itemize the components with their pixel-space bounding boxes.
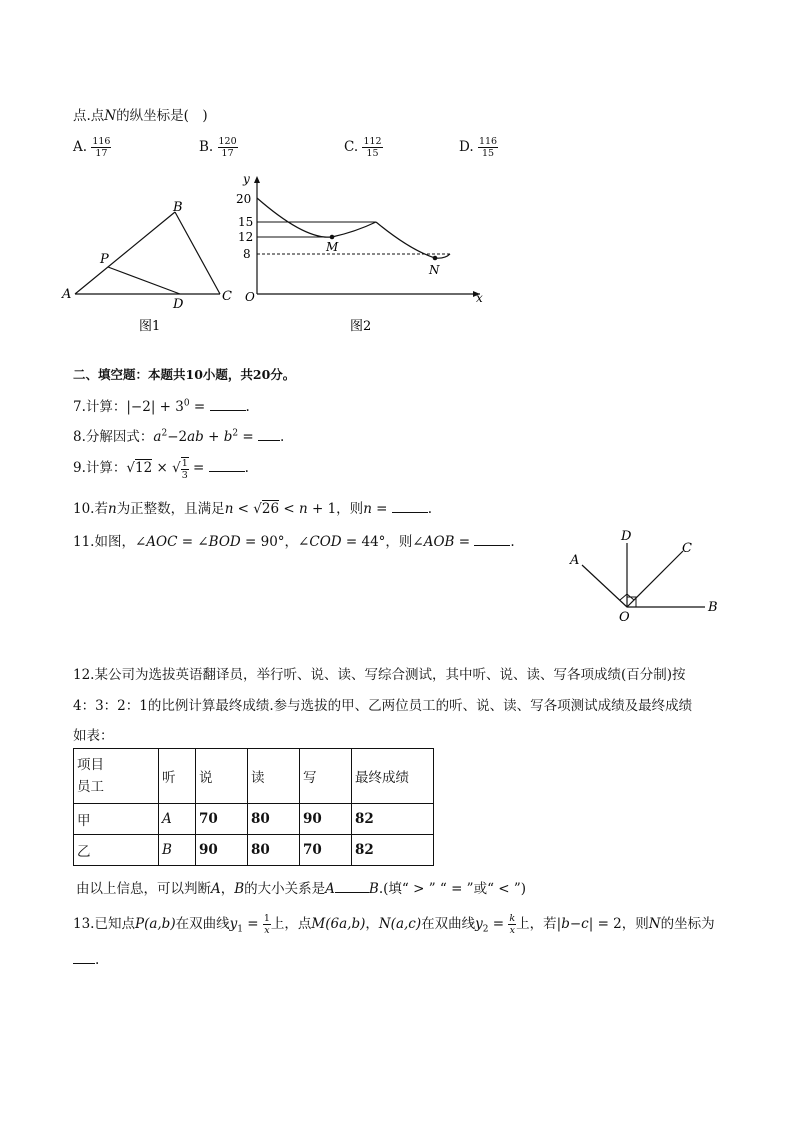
q13-sub: 2 — [482, 924, 489, 935]
table-cell: 80 — [248, 804, 300, 835]
q13-fraction — [263, 913, 271, 936]
q13-point: N(a,c) — [378, 916, 422, 932]
curve-segment-1 — [257, 198, 376, 237]
q13-point: M(6a,b) — [311, 916, 366, 932]
fraction-denominator: 15 — [366, 148, 379, 159]
table-cell-name: 甲 — [74, 804, 159, 835]
q10-var-n: n — [107, 501, 117, 517]
table-header: 写 — [300, 749, 352, 804]
figure-2-caption: 图2 — [350, 319, 372, 334]
q9-fraction — [181, 457, 189, 481]
q13-abs: |b−c| — [556, 916, 594, 932]
q12-line-2: 4：3：2：1的比例计算最终成绩.参与选拔的甲、乙两位员工的听、说、读、写各项测试成绩及最终成绩 — [73, 698, 693, 714]
option-c — [344, 136, 383, 159]
header-staff: 员工 — [77, 779, 104, 795]
q9-radicand: 12 — [135, 460, 153, 476]
q13-text: ， — [365, 916, 379, 932]
q11-text: = 90°，∠ — [240, 534, 310, 550]
segment-bc — [175, 212, 220, 294]
segment-ab — [75, 212, 175, 294]
q12-line-1: 12.某公司为选拔英语翻译员，举行听、说、读、写综合测试，其中听、说、读、写各项成绩(百分制)按 — [73, 667, 686, 683]
q13-text: 上，若 — [516, 916, 557, 932]
q11-angle: AOC — [146, 534, 178, 550]
label-p: P — [100, 252, 109, 267]
q11-angle: AOB — [423, 534, 455, 550]
table-cell: 70 — [196, 804, 248, 835]
question-7 — [73, 395, 250, 415]
q8-eq: = — [238, 429, 258, 445]
q8-sup: 2 — [161, 428, 168, 439]
q13-eq: = — [488, 916, 509, 932]
q8-sup: 2 — [232, 428, 239, 439]
question-13-answer-line — [73, 950, 99, 968]
fraction-numerator: 116 — [478, 136, 498, 147]
q10-text: 10.若 — [73, 501, 108, 517]
question-8 — [73, 425, 284, 445]
question-6-tail — [73, 104, 208, 124]
option-fraction — [91, 136, 111, 159]
q13-eq: = — [242, 916, 263, 932]
q12-text: .(填“ > ” “ = ”或“ < ”) — [378, 881, 527, 897]
q12-conclusion — [76, 877, 526, 897]
label-o: O — [619, 610, 630, 625]
fraction-numerator: 1 — [263, 913, 270, 924]
q8-text: 8.分解因式： — [73, 429, 154, 445]
q11-eq: = — [454, 534, 475, 550]
y-axis-label: y — [243, 172, 250, 186]
fraction-denominator: 17 — [95, 148, 108, 159]
fraction-numerator: k — [509, 913, 516, 924]
q8-var-b: b — [223, 429, 233, 445]
answer-blank[interactable] — [258, 427, 280, 441]
table-cell: B — [159, 835, 196, 866]
q6-var: N — [104, 108, 117, 124]
q9-eq: = — [188, 460, 209, 476]
q13-sub: 1 — [237, 924, 243, 935]
answer-blank[interactable] — [392, 499, 428, 513]
q13-text: 在双曲线 — [421, 916, 476, 932]
answer-blank[interactable] — [73, 950, 95, 964]
label-a: A — [570, 553, 580, 568]
y-tick-12: 12 — [238, 230, 254, 244]
label-m: M — [326, 240, 339, 254]
answer-blank[interactable] — [210, 397, 246, 411]
table-corner-cell — [74, 749, 159, 804]
q13-text: 在双曲线 — [175, 916, 230, 932]
label-a: A — [62, 287, 72, 302]
curve-segment-2 — [376, 222, 450, 258]
option-fraction — [362, 136, 382, 159]
fraction-denominator: x — [264, 925, 270, 936]
question-13 — [73, 912, 715, 936]
table-header: 说 — [196, 749, 248, 804]
point-n — [433, 256, 438, 261]
option-fraction — [218, 136, 238, 159]
option-a — [73, 136, 111, 159]
q13-text: 13.已知点 — [73, 916, 135, 932]
q12-var: A — [211, 881, 221, 897]
answer-blank[interactable] — [335, 879, 369, 893]
sqrt-icon: √ — [126, 460, 135, 476]
section-heading: 二、填空题：本题共10小题，共20分。 — [73, 367, 296, 382]
table-cell: 82 — [352, 835, 434, 866]
q10-lt: < — [233, 501, 254, 517]
q10-var-n: n — [363, 501, 372, 517]
q11-angle: COD — [309, 534, 342, 550]
q10-text: 为正整数，且满足 — [116, 501, 225, 517]
segment-pd — [108, 267, 180, 294]
header-item: 项目 — [77, 757, 104, 773]
q6-prefix: 点.点 — [73, 108, 105, 124]
fraction-numerator: 120 — [218, 136, 237, 147]
q13-end: . — [95, 952, 100, 968]
question-11 — [73, 530, 515, 550]
table-cell: 90 — [300, 804, 352, 835]
q13-text: 上，点 — [270, 916, 312, 932]
fraction-denominator: 15 — [481, 148, 495, 159]
q10-var-n: n — [224, 501, 234, 517]
q10-text: + 1，则 — [307, 501, 364, 517]
figure-2-graph — [230, 170, 495, 340]
q8-var-ab: ab — [187, 429, 204, 445]
q13-var: N — [648, 916, 661, 932]
table-cell: 80 — [248, 835, 300, 866]
fraction-numerator: 1 — [181, 457, 188, 469]
fraction-denominator: x — [509, 925, 515, 936]
q7-end: . — [245, 399, 250, 415]
q8-plus: + — [203, 429, 224, 445]
fraction-denominator: 3 — [181, 469, 188, 481]
x-axis-label: x — [476, 291, 483, 305]
option-b — [199, 136, 238, 159]
q7-eq: = — [189, 399, 210, 415]
q13-point: P(a,b) — [134, 916, 176, 932]
table-cell: 82 — [352, 804, 434, 835]
table-header-row — [74, 749, 434, 804]
label-d: D — [173, 297, 184, 312]
q13-var: y — [229, 916, 238, 932]
y-tick-15: 15 — [238, 215, 254, 229]
q11-end: . — [510, 534, 515, 550]
question-10 — [73, 497, 432, 517]
fraction-denominator: 17 — [221, 148, 234, 159]
q10-end: . — [427, 501, 433, 517]
q12-var: B — [368, 881, 379, 897]
figure-1-caption: 图1 — [139, 319, 161, 334]
fraction-numerator: 112 — [363, 136, 382, 147]
ray-oc — [627, 551, 683, 607]
q12-text: ， — [220, 881, 235, 897]
q10-var-n: n — [299, 501, 308, 517]
q12-line-3: 如表： — [73, 728, 114, 744]
q8-minus: −2 — [167, 429, 188, 445]
answer-blank[interactable] — [474, 532, 510, 546]
option-fraction — [478, 136, 498, 159]
q9-text: 9.计算： — [73, 460, 127, 476]
q11-text: = ∠ — [177, 534, 209, 550]
label-d: D — [621, 529, 632, 544]
figure-3-angles — [560, 525, 730, 630]
label-c: C — [222, 289, 232, 304]
label-b: B — [708, 600, 718, 615]
label-c: C — [682, 541, 692, 556]
q9-end: . — [244, 460, 249, 476]
q13-text: = 2，则 — [593, 916, 649, 932]
q9-times: × — [152, 460, 173, 476]
q13-var: y — [475, 916, 483, 932]
ray-oa — [582, 565, 627, 607]
q8-var-a: a — [153, 429, 162, 445]
q6-suffix: 的纵坐标是( ) — [116, 108, 208, 124]
q12-var: B — [234, 881, 245, 897]
sqrt-icon: √ — [172, 460, 181, 476]
point-m — [330, 235, 335, 240]
q10-lt: < — [279, 501, 299, 517]
q11-text: 11.如图，∠ — [73, 534, 147, 550]
fraction-numerator: 116 — [92, 136, 111, 147]
table-row — [74, 804, 434, 835]
table-row — [74, 835, 434, 866]
question-9 — [73, 456, 249, 481]
option-label: B. — [199, 139, 214, 155]
sqrt-icon: √ — [253, 501, 262, 517]
score-table — [73, 748, 434, 866]
q13-fraction — [508, 913, 516, 936]
table-cell: 70 — [300, 835, 352, 866]
y-tick-20: 20 — [236, 192, 252, 206]
q13-text: 的坐标为 — [660, 916, 715, 932]
y-axis-arrow — [254, 176, 260, 183]
table-header: 读 — [248, 749, 300, 804]
q12-text: 的大小关系是 — [244, 881, 326, 897]
q10-radicand: 26 — [261, 501, 280, 517]
table-cell: A — [159, 804, 196, 835]
option-label: D. — [459, 139, 474, 155]
q12-text: 由以上信息，可以判断 — [76, 881, 211, 897]
q11-angle: BOD — [208, 534, 241, 550]
q10-eq: = — [371, 501, 392, 517]
label-b: B — [173, 200, 183, 215]
option-d — [459, 136, 498, 159]
label-n: N — [429, 263, 440, 277]
answer-blank[interactable] — [209, 458, 245, 472]
figure-1-triangle — [55, 195, 245, 340]
table-header: 听 — [159, 749, 196, 804]
q7-sup: 0 — [183, 398, 190, 409]
origin-label: O — [245, 290, 255, 304]
y-tick-8: 8 — [243, 247, 251, 261]
q8-end: . — [280, 429, 285, 445]
q11-text: = 44°，则∠ — [341, 534, 424, 550]
table-cell-name: 乙 — [74, 835, 159, 866]
q7-text: 7.计算：|−2| + 3 — [73, 399, 184, 415]
option-label: A. — [73, 139, 88, 155]
q12-var: A — [325, 881, 335, 897]
table-header: 最终成绩 — [352, 749, 434, 804]
option-label: C. — [344, 139, 359, 155]
table-cell: 90 — [196, 835, 248, 866]
